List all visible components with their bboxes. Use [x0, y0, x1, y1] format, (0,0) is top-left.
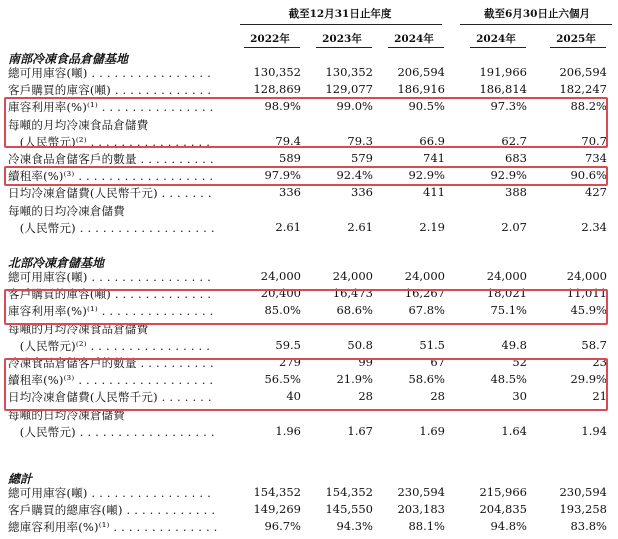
- table-cell: 336: [279, 185, 301, 200]
- section-title: 南部冷凍食品倉儲基地: [8, 52, 129, 66]
- table-cell: 24,000: [260, 269, 301, 283]
- year-rule-5: [550, 47, 606, 48]
- table-cell: 186,916: [397, 82, 445, 97]
- table-cell: 2.34: [581, 219, 607, 234]
- row-label: 日均冷凍倉儲費(人民幣千元) . . . . . . .: [8, 390, 212, 405]
- table-cell: 427: [585, 185, 607, 200]
- table-cell: 186,814: [479, 82, 527, 97]
- table-cell: 21: [592, 389, 607, 404]
- table-cell: 145,550: [325, 502, 373, 517]
- table-cell: 18,021: [486, 286, 527, 301]
- table-cell: 1.69: [419, 423, 445, 438]
- table-cell: 182,247: [559, 82, 607, 97]
- table-cell: 24,000: [404, 269, 445, 283]
- table-cell: 90.6%: [570, 168, 607, 183]
- table-cell: 24,000: [566, 269, 607, 283]
- highlight-box-north-capacity: [4, 289, 608, 325]
- table-cell: 79.3: [347, 133, 373, 148]
- table-cell: 92.4%: [336, 168, 373, 183]
- table-cell: 97.9%: [264, 168, 301, 183]
- table-cell: 215,966: [479, 485, 527, 499]
- header-rule-h1: [460, 24, 612, 25]
- section-title: 總計: [8, 472, 33, 486]
- table-cell: 203,183: [397, 502, 445, 517]
- table-cell: 23: [592, 355, 607, 369]
- table-cell: 149,269: [253, 502, 301, 517]
- year-rule-2: [316, 47, 372, 48]
- table-cell: 129,077: [325, 82, 373, 97]
- row-label: 每噸的日均冷凍倉儲費: [8, 203, 125, 218]
- table-cell: 85.0%: [264, 303, 301, 318]
- table-cell: 68.6%: [336, 303, 373, 318]
- table-cell: 99.0%: [336, 99, 373, 114]
- year-header-5: 2025年: [556, 33, 596, 45]
- table-cell: 193,258: [559, 502, 607, 517]
- table-cell: 128,869: [253, 82, 301, 97]
- table-cell: 230,594: [397, 485, 445, 499]
- table-cell: 28: [430, 389, 445, 404]
- table-cell: 40: [286, 389, 301, 404]
- table-cell: 70.7: [581, 133, 607, 148]
- table-cell: 62.7: [501, 133, 527, 148]
- year-header-3: 2024年: [394, 33, 434, 45]
- table-cell: 2.19: [419, 219, 445, 234]
- table-cell: 16,473: [332, 286, 373, 301]
- section-title: 北部冷凍倉儲基地: [8, 256, 105, 270]
- table-cell: 2.61: [347, 219, 373, 234]
- row-label: 庫容利用率(%)⁽¹⁾ . . . . . . . . . . . . . . .: [8, 304, 214, 319]
- table-cell: 67: [430, 355, 445, 369]
- table-cell: 98.9%: [264, 99, 301, 114]
- year-rule-3: [388, 47, 444, 48]
- table-cell: 741: [423, 151, 445, 165]
- table-cell: 388: [505, 185, 527, 200]
- table-cell: 336: [351, 185, 373, 200]
- row-label: (人民幣元)⁽²⁾ . . . . . . . . . . . . . . . .: [8, 338, 211, 353]
- table-cell: 24,000: [486, 269, 527, 283]
- year-rule-4: [470, 47, 526, 48]
- year-header-2: 2023年: [322, 33, 362, 45]
- table-cell: 24,000: [332, 269, 373, 283]
- table-cell: 30: [512, 389, 527, 404]
- table-cell: 279: [279, 355, 301, 369]
- table-cell: 204,835: [479, 502, 527, 517]
- table-cell: 92.9%: [490, 168, 527, 183]
- row-label: 每噸的月均冷凍食品倉儲費: [8, 321, 149, 336]
- table-cell: 20,400: [260, 286, 301, 301]
- table-cell: 50.8: [347, 337, 373, 352]
- table-cell: 21.9%: [336, 372, 373, 387]
- row-label: 客戶購買的總庫容(噸) . . . . . . . . . . . .: [8, 503, 216, 518]
- table-cell: 1.67: [347, 423, 373, 438]
- table-cell: 88.2%: [570, 99, 607, 114]
- table-cell: 1.96: [275, 423, 301, 438]
- row-label: (人民幣元) . . . . . . . . . . . . . . . . . .: [8, 220, 215, 235]
- table-cell: 2.07: [501, 219, 527, 234]
- highlight-box-north-customers: [4, 358, 608, 411]
- table-cell: 94.8%: [490, 519, 527, 534]
- row-label: 冷凍食品倉儲客戶的數量 . . . . . . . . . .: [8, 152, 214, 166]
- table-cell: 58.7: [581, 337, 607, 352]
- table-cell: 734: [585, 151, 607, 165]
- row-label: 庫容利用率(%)⁽¹⁾ . . . . . . . . . . . . . . .: [8, 100, 214, 115]
- row-label: 每噸的月均冷凍食品倉儲費: [8, 117, 149, 132]
- table-cell: 45.9%: [570, 303, 607, 318]
- row-label: (人民幣元) . . . . . . . . . . . . . . . . . .: [8, 424, 215, 439]
- table-cell: 28: [358, 389, 373, 404]
- table-cell: 191,966: [479, 65, 527, 79]
- table-cell: 94.3%: [336, 519, 373, 534]
- table-cell: 206,594: [559, 65, 607, 79]
- row-label: 客戶購買的庫容(噸) . . . . . . . . . . . . .: [8, 287, 212, 302]
- row-label: 冷凍食品倉儲客戶的數量 . . . . . . . . . .: [8, 356, 214, 370]
- row-label: 總可用庫容(噸) . . . . . . . . . . . . . . . .: [8, 66, 211, 80]
- row-label: (人民幣元)⁽²⁾ . . . . . . . . . . . . . . . .: [8, 134, 211, 149]
- table-cell: 99: [358, 355, 373, 369]
- highlight-box-south-utilization: [4, 97, 608, 148]
- table-cell: 90.5%: [408, 99, 445, 114]
- table-cell: 48.5%: [490, 372, 527, 387]
- table-cell: 58.6%: [408, 372, 445, 387]
- table-cell: 230,594: [559, 485, 607, 499]
- highlight-box-south-renewal: [4, 166, 608, 186]
- table-cell: 97.3%: [490, 99, 527, 114]
- row-label: 總庫容利用率(%)⁽¹⁾ . . . . . . . . . . . . . .: [8, 520, 218, 535]
- table-cell: 411: [423, 185, 445, 200]
- table-cell: 154,352: [253, 485, 301, 499]
- table-cell: 154,352: [325, 485, 373, 499]
- table-cell: 2.61: [275, 219, 301, 234]
- year-rule-1: [244, 47, 300, 48]
- table-cell: 49.8: [501, 337, 527, 352]
- table-cell: 579: [351, 151, 373, 165]
- table-cell: 96.7%: [264, 519, 301, 534]
- table-cell: 75.1%: [490, 303, 527, 318]
- table-cell: 589: [279, 151, 301, 165]
- row-label: 日均冷凍倉儲費(人民幣千元) . . . . . . .: [8, 186, 212, 201]
- table-cell: 11,011: [566, 286, 607, 301]
- table-cell: 130,352: [325, 65, 373, 79]
- table-cell: 16,267: [404, 286, 445, 301]
- header-rule-fy: [240, 24, 442, 25]
- table-cell: 66.9: [419, 133, 445, 148]
- row-label: 總可用庫容(噸) . . . . . . . . . . . . . . . .: [8, 486, 211, 500]
- table-cell: 59.5: [275, 337, 301, 352]
- row-label: 續租率(%)⁽³⁾ . . . . . . . . . . . . . . . . . .: [8, 373, 214, 388]
- table-cell: 51.5: [419, 337, 445, 352]
- row-label: 每噸的日均冷凍倉儲費: [8, 407, 125, 422]
- table-cell: 83.8%: [570, 519, 607, 534]
- table-cell: 79.4: [275, 133, 301, 148]
- table-cell: 67.8%: [408, 303, 445, 318]
- table-cell: 206,594: [397, 65, 445, 79]
- table-cell: 88.1%: [408, 519, 445, 534]
- year-header-4: 2024年: [476, 33, 516, 45]
- year-header-1: 2022年: [250, 33, 290, 45]
- table-cell: 56.5%: [264, 372, 301, 387]
- table-cell: 29.9%: [570, 372, 607, 387]
- row-label: 總可用庫容(噸) . . . . . . . . . . . . . . . .: [8, 270, 211, 284]
- table-cell: 1.64: [501, 423, 527, 438]
- table-cell: 130,352: [253, 65, 301, 79]
- table-cell: 1.94: [581, 423, 607, 438]
- row-label: 續租率(%)⁽³⁾ . . . . . . . . . . . . . . . . . .: [8, 169, 214, 184]
- table-cell: 92.9%: [408, 168, 445, 183]
- row-label: 客戶購買的庫容(噸) . . . . . . . . . . . . .: [8, 83, 212, 98]
- header-group-six-months: 截至6月30日止六個月: [484, 8, 590, 20]
- table-cell: 52: [512, 355, 527, 369]
- header-group-fiscal-year: 截至12月31日止年度: [288, 8, 392, 20]
- table-cell: 683: [505, 151, 527, 165]
